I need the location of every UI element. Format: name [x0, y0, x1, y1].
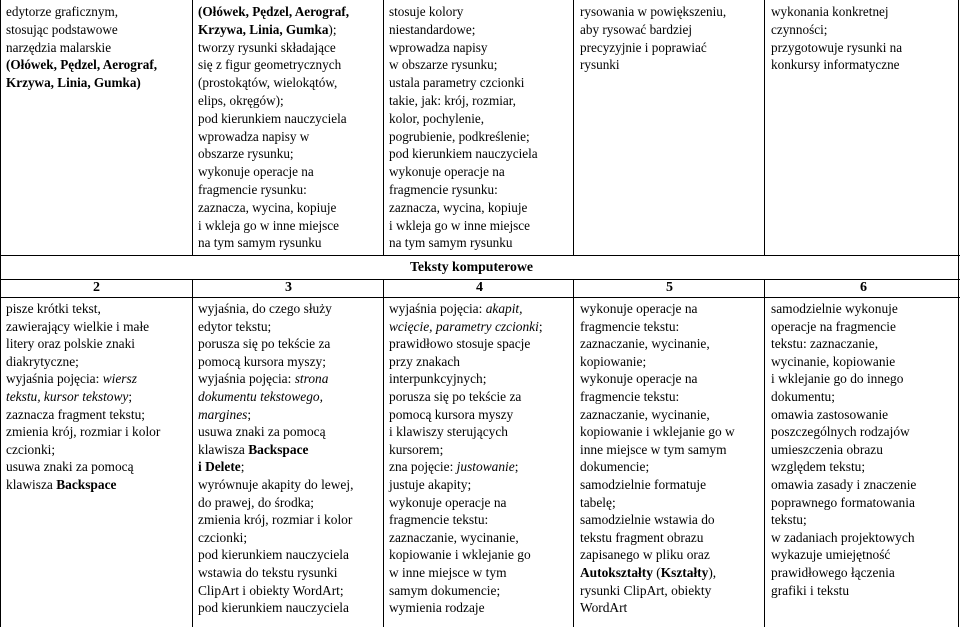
text-line — [771, 529, 916, 547]
text-run: i Delete — [198, 459, 241, 475]
text-run: pisze krótki tekst, — [6, 301, 101, 316]
text-run: ustala parametry czcionki — [389, 75, 525, 91]
text-line — [198, 335, 353, 353]
text-line — [580, 476, 735, 494]
text-run: narzędzia malarskie — [6, 39, 112, 55]
text-line — [389, 546, 543, 564]
text-run: zmienia krój, rozmiar i kolor — [198, 512, 353, 528]
text-line — [580, 494, 735, 512]
text-line — [198, 145, 349, 163]
text-run: wykonuje operacje na — [580, 301, 698, 316]
text-line — [6, 39, 157, 57]
text-line — [771, 458, 916, 476]
text-line — [389, 458, 543, 476]
text-line — [389, 145, 538, 163]
text-line — [389, 92, 538, 110]
text-line — [198, 110, 349, 128]
text-line — [580, 39, 726, 57]
text-line — [6, 370, 160, 388]
bottom-cell-col4 — [580, 300, 735, 617]
text-run: wprowadza napisy — [389, 39, 488, 55]
text-line — [580, 3, 726, 21]
text-line — [580, 388, 735, 406]
column-number-4: 4 — [476, 280, 483, 295]
bottom-cell-col2 — [198, 300, 353, 617]
text-run: niestandardowe; — [389, 21, 476, 37]
text-run: pod kierunkiem nauczyciela — [198, 600, 349, 616]
text-line — [389, 300, 543, 318]
text-line — [389, 353, 543, 371]
text-run: takie, jak: krój, rozmiar, — [389, 92, 516, 108]
text-run: precyzyjnie i poprawiać — [580, 39, 707, 55]
text-run: operacje na fragmencie — [771, 318, 896, 334]
text-run: diakrytyczne; — [6, 353, 79, 369]
text-run: na tym samym rysunku — [389, 235, 513, 251]
text-run: na tym samym rysunku — [198, 235, 322, 251]
text-run: i wkleja go w inne miejsce — [389, 217, 530, 233]
text-run: umieszczenia obrazu — [771, 441, 883, 457]
text-line — [6, 476, 160, 494]
text-run: pod kierunkiem nauczyciela — [198, 110, 347, 126]
text-run: pomocą kursora myszy — [389, 406, 514, 422]
text-line — [6, 74, 157, 92]
text-run: ), — [708, 564, 717, 580]
text-run: wykonania konkretnej — [771, 4, 889, 19]
text-line — [580, 21, 726, 39]
text-line — [198, 423, 353, 441]
text-line — [771, 582, 916, 600]
section-title: Teksty komputerowe — [410, 259, 534, 274]
text-line — [389, 494, 543, 512]
text-run: stosuje kolory — [389, 4, 464, 19]
text-line — [389, 21, 538, 39]
text-run: tabelę; — [580, 494, 616, 510]
text-line — [389, 476, 543, 494]
text-line — [198, 370, 353, 388]
text-line — [6, 406, 160, 424]
text-run: margines — [198, 406, 248, 422]
text-run: dokumentu; — [771, 388, 835, 404]
text-run: (prostokątów, wielokątów, — [198, 75, 338, 91]
text-run: tworzy rysunki składające — [198, 39, 336, 55]
text-line — [198, 163, 349, 181]
text-line — [198, 529, 353, 547]
text-line — [389, 564, 543, 582]
text-line — [198, 599, 353, 617]
text-line — [389, 370, 543, 388]
text-run: ); — [328, 21, 337, 37]
text-run: klawisza — [6, 476, 57, 492]
text-run: i klawiszy sterujących — [389, 424, 508, 440]
text-line — [771, 3, 902, 21]
text-run: kopiowanie i wklejanie go — [389, 547, 531, 563]
text-line — [580, 335, 735, 353]
text-line — [198, 511, 353, 529]
text-run: zaznaczanie, wycinanie, — [580, 336, 710, 352]
text-line — [198, 546, 353, 564]
text-run: względem tekstu; — [771, 459, 866, 475]
text-line — [198, 564, 353, 582]
text-run: zmienia krój, rozmiar i kolor — [6, 424, 161, 440]
text-run: samodzielnie wstawia do — [580, 512, 715, 528]
text-run: inne miejsce w tym samym — [580, 441, 727, 457]
text-run: samym dokumencie; — [389, 582, 501, 598]
text-run: czcionki; — [6, 441, 56, 457]
bottom-cell-col1 — [6, 300, 160, 494]
text-line — [580, 599, 735, 617]
text-line — [198, 92, 349, 110]
column-number-2: 2 — [93, 280, 100, 295]
text-run: tekstu: zaznaczanie, — [771, 336, 879, 352]
text-line — [771, 370, 916, 388]
text-run: konkursy informatyczne — [771, 57, 900, 73]
top-cell-col2 — [198, 3, 349, 252]
text-run: pogrubienie, podkreślenie; — [389, 128, 530, 144]
text-line — [198, 217, 349, 235]
text-run: ; — [247, 406, 252, 422]
text-line — [198, 318, 353, 336]
text-line — [389, 318, 543, 336]
text-line — [6, 300, 160, 318]
text-line — [771, 546, 916, 564]
text-run: w obszarze rysunku; — [389, 57, 498, 73]
text-run: prawidłowo stosuje spacje — [389, 336, 531, 352]
text-line — [771, 388, 916, 406]
text-run: stosując podstawowe — [6, 21, 118, 37]
text-line — [389, 199, 538, 217]
text-run: Autokształty — [580, 564, 653, 580]
text-line — [389, 582, 543, 600]
text-line — [198, 494, 353, 512]
text-line — [198, 300, 353, 318]
text-line — [198, 21, 349, 39]
text-run: aby rysować bardziej — [580, 21, 693, 37]
text-line — [6, 423, 160, 441]
text-run: usuwa znaki za pomocą — [6, 459, 134, 475]
text-line — [6, 335, 160, 353]
text-line — [198, 441, 353, 459]
text-line — [389, 423, 543, 441]
text-line — [389, 441, 543, 459]
text-run: wymienia rodzaje — [389, 600, 485, 616]
text-run: fragmencie tekstu: — [580, 318, 680, 334]
text-run: Backspace — [248, 441, 309, 457]
text-line — [580, 406, 735, 424]
text-line — [6, 56, 157, 74]
text-line — [771, 39, 902, 57]
text-line — [198, 39, 349, 57]
text-run: w inne miejsce w tym — [389, 564, 507, 580]
text-line — [198, 74, 349, 92]
text-line — [580, 582, 735, 600]
text-run: wykonuje operacje na — [198, 164, 314, 180]
text-run: porusza się po tekście za — [389, 388, 522, 404]
text-run: ( — [652, 564, 661, 580]
text-line — [580, 423, 735, 441]
top-cell-col1 — [6, 3, 157, 92]
text-run: poprawnego formatowania — [771, 494, 915, 510]
text-line — [198, 181, 349, 199]
text-run: edytorze graficznym, — [6, 4, 119, 19]
text-run: fragmencie rysunku: — [389, 181, 498, 197]
text-run: ; — [538, 318, 543, 334]
text-run: Krzywa, Linia, Gumka) — [6, 75, 141, 91]
text-run: (Ołówek, Pędzel, Aerograf, — [198, 4, 350, 19]
text-line — [198, 388, 353, 406]
text-line — [6, 458, 160, 476]
text-run: kursorem; — [389, 441, 444, 457]
text-run: tekstu; — [771, 512, 807, 528]
text-line — [389, 110, 538, 128]
text-line — [389, 234, 538, 252]
text-run: fragmencie tekstu: — [389, 512, 489, 528]
text-line — [389, 181, 538, 199]
text-line — [771, 564, 916, 582]
text-line — [771, 335, 916, 353]
text-run: grafiki i tekstu — [771, 582, 850, 598]
text-run: rysunki ClipArt, obiekty — [580, 582, 712, 598]
text-run: zaznacza fragment tekstu; — [6, 406, 146, 422]
bottom-cell-col3 — [389, 300, 543, 617]
text-line — [198, 406, 353, 424]
text-run: prawidłowego łączenia — [771, 564, 895, 580]
text-run: wyjaśnia pojęcia: — [389, 301, 486, 316]
column-number-3: 3 — [285, 280, 292, 295]
text-run: ; — [240, 459, 245, 475]
text-run: wyjaśnia pojęcia: — [6, 371, 103, 387]
text-run: ClipArt i obiekty WordArt; — [198, 582, 344, 598]
text-line — [6, 21, 157, 39]
text-run: wyjaśnia, do czego służy — [198, 301, 332, 316]
text-run: zaznacza, wycina, kopiuje — [389, 199, 528, 215]
column-number-5: 5 — [666, 280, 673, 295]
text-line — [389, 3, 538, 21]
text-run: wykonuje operacje na — [389, 494, 507, 510]
text-run: zaznacza, wycina, kopiuje — [198, 199, 337, 215]
text-line — [389, 128, 538, 146]
text-line — [389, 56, 538, 74]
text-line — [198, 128, 349, 146]
text-run: i wklejanie go do innego — [771, 371, 904, 387]
column-divider-1 — [192, 0, 193, 627]
text-line — [6, 318, 160, 336]
text-line — [198, 582, 353, 600]
text-line — [198, 476, 353, 494]
text-line — [389, 217, 538, 235]
column-divider-2 — [383, 0, 384, 627]
text-run: kolor, pochylenie, — [389, 110, 485, 126]
text-line — [198, 234, 349, 252]
text-line — [198, 199, 349, 217]
text-line — [771, 318, 916, 336]
text-run: interpunkcyjnych; — [389, 371, 487, 387]
top-cell-col3 — [389, 3, 538, 252]
text-run: przy znakach — [389, 353, 461, 369]
text-run: dokumencie; — [580, 459, 650, 475]
text-line — [580, 564, 735, 582]
text-line — [580, 458, 735, 476]
text-run: usuwa znaki za pomocą — [198, 424, 326, 440]
text-run: do prawej, do środka; — [198, 494, 315, 510]
text-line — [771, 406, 916, 424]
text-run: czcionki; — [198, 529, 248, 545]
table-border-left — [0, 0, 1, 627]
text-line — [771, 353, 916, 371]
text-run: fragmencie rysunku: — [198, 181, 307, 197]
text-line — [389, 529, 543, 547]
text-line — [198, 458, 353, 476]
text-line — [6, 441, 160, 459]
text-run: omawia zasady i znaczenie — [771, 476, 917, 492]
text-line — [771, 441, 916, 459]
text-line — [580, 300, 735, 318]
text-run: akapit, — [485, 301, 523, 316]
top-cell-col5 — [771, 3, 902, 74]
text-run: wykonuje operacje na — [580, 371, 698, 387]
text-line — [389, 74, 538, 92]
text-run: zaznaczanie, wycinanie, — [389, 529, 519, 545]
text-line — [771, 511, 916, 529]
column-number-6: 6 — [860, 280, 867, 295]
text-run: Kształty — [660, 564, 709, 580]
text-line — [389, 39, 538, 57]
text-line — [580, 56, 726, 74]
text-run: porusza się po tekście za — [198, 336, 331, 352]
text-run: pod kierunkiem nauczyciela — [198, 547, 349, 563]
text-run: kopiowanie; — [580, 353, 647, 369]
text-run: się z figur geometrycznych — [198, 57, 342, 73]
text-run: pod kierunkiem nauczyciela — [389, 146, 538, 162]
text-line — [580, 318, 735, 336]
column-divider-3 — [573, 0, 574, 627]
row-divider-column-numbers — [0, 297, 960, 298]
text-line — [771, 300, 916, 318]
text-run: obszarze rysunku; — [198, 146, 294, 162]
text-run: zaznaczanie, wycinanie, — [580, 406, 710, 422]
text-line — [580, 441, 735, 459]
text-run: pomocą kursora myszy; — [198, 353, 326, 369]
text-run: poszczególnych rodzajów — [771, 424, 910, 440]
text-run: edytor tekstu; — [198, 318, 272, 334]
text-run: rysowania w powiększeniu, — [580, 4, 727, 19]
text-run: Krzywa, Linia, Gumka — [198, 21, 329, 37]
text-line — [389, 388, 543, 406]
table-border-right — [958, 0, 959, 627]
text-line — [198, 3, 349, 21]
text-line — [580, 546, 735, 564]
text-run: w zadaniach projektowych — [771, 529, 915, 545]
text-run: strona — [294, 371, 329, 387]
text-run: czynności; — [771, 21, 828, 37]
column-divider-4 — [764, 0, 765, 627]
text-run: wyjaśnia pojęcia: — [198, 371, 295, 387]
text-run: rysunki — [580, 57, 620, 73]
text-run: kopiowanie i wklejanie go w — [580, 424, 735, 440]
text-run: omawia zastosowanie — [771, 406, 889, 422]
text-run: WordArt — [580, 600, 628, 616]
text-run: wiersz — [102, 371, 137, 387]
text-run: przygotowuje rysunki na — [771, 39, 903, 55]
text-line — [580, 511, 735, 529]
text-run: (Ołówek, Pędzel, Aerograf, — [6, 57, 158, 73]
text-run: wykonuje operacje na — [389, 164, 505, 180]
text-line — [580, 353, 735, 371]
text-run: wprowadza napisy w — [198, 128, 310, 144]
text-line — [389, 511, 543, 529]
text-line — [6, 353, 160, 371]
text-run: wyrównuje akapity do lewej, — [198, 476, 354, 492]
text-run: wykazuje umiejętność — [771, 547, 891, 563]
text-line — [389, 599, 543, 617]
text-run: Backspace — [56, 476, 117, 492]
text-line — [6, 3, 157, 21]
text-run: samodzielnie formatuje — [580, 476, 707, 492]
text-run: ; — [128, 388, 133, 404]
text-run: dokumentu tekstowego, — [198, 388, 323, 404]
text-line — [771, 423, 916, 441]
text-run: zapisanego w pliku oraz — [580, 547, 710, 563]
text-line — [389, 335, 543, 353]
text-run: justuje akapity; — [389, 476, 472, 492]
text-line — [389, 163, 538, 181]
text-run: zawierający wielkie i małe — [6, 318, 150, 334]
text-run: i wkleja go w inne miejsce — [198, 217, 339, 233]
text-run: zna pojęcie: — [389, 459, 457, 475]
text-run: samodzielnie wykonuje — [771, 301, 898, 316]
text-run: wcięcie, parametry czcionki — [389, 318, 539, 334]
bottom-cell-col5 — [771, 300, 916, 599]
text-run: wycinanie, kopiowanie — [771, 353, 896, 369]
text-line — [580, 529, 735, 547]
text-line — [771, 476, 916, 494]
text-run: justowanie — [456, 459, 515, 475]
text-line — [771, 21, 902, 39]
text-line — [389, 406, 543, 424]
text-line — [198, 353, 353, 371]
text-run: fragmencie tekstu: — [580, 388, 680, 404]
text-line — [771, 494, 916, 512]
text-line — [6, 388, 160, 406]
text-run: tekstu, kursor tekstowy — [6, 388, 129, 404]
text-run: ; — [514, 459, 519, 475]
text-run: tekstu fragment obrazu — [580, 529, 704, 545]
text-line — [198, 56, 349, 74]
text-run: klawisza — [198, 441, 249, 457]
text-run: litery oraz polskie znaki — [6, 336, 136, 352]
text-run: elips, okręgów); — [198, 92, 284, 108]
text-run: wstawia do tekstu rysunki — [198, 564, 338, 580]
top-cell-col4 — [580, 3, 726, 74]
text-line — [580, 370, 735, 388]
text-line — [771, 56, 902, 74]
